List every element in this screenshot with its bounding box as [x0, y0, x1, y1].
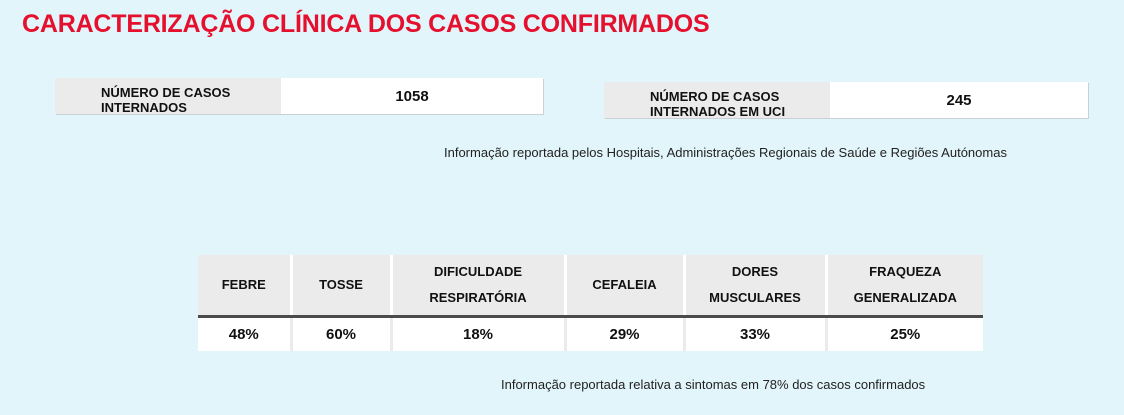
header-muscle-pain: DORES MUSCULARES — [684, 255, 826, 317]
value-breathing-difficulty: 18% — [391, 317, 565, 352]
value-weakness: 25% — [826, 317, 983, 352]
stat-hospitalized-cases — [55, 78, 543, 114]
stat-icu-cases — [604, 82, 1088, 118]
stat-label-line1: NÚMERO DE CASOS — [101, 85, 231, 100]
header-cough: TOSSE — [291, 255, 391, 317]
stat-label-line2: INTERNADOS — [101, 100, 187, 115]
source-note: Informação reportada pelos Hospitais, Administrações Regionais de Saúde e Regiões Autónomas — [444, 145, 1007, 160]
stat-value: 1058 — [281, 78, 543, 114]
value-headache: 29% — [565, 317, 684, 352]
page-title: CARACTERIZAÇÃO CLÍNICA DOS CASOS CONFIRMADOS — [22, 10, 710, 38]
stat-label-line2: INTERNADOS EM UCI — [650, 104, 786, 119]
stat-value: 245 — [830, 82, 1088, 118]
header-breathing-difficulty: DIFICULDADE RESPIRATÓRIA — [391, 255, 565, 317]
stat-label — [604, 82, 830, 118]
header-headache: CEFALEIA — [565, 255, 684, 317]
symptoms-note: Informação reportada relativa a sintomas em 78% dos casos confirmados — [501, 377, 926, 392]
value-cough: 60% — [291, 317, 391, 352]
symptoms-header-row — [198, 255, 983, 317]
value-fever: 48% — [198, 317, 291, 352]
symptoms-table — [198, 255, 983, 351]
symptoms-value-row — [198, 317, 983, 352]
stat-label-line1: NÚMERO DE CASOS — [650, 89, 780, 104]
header-weakness: FRAQUEZA GENERALIZADA — [826, 255, 983, 317]
stat-label — [55, 78, 281, 114]
value-muscle-pain: 33% — [684, 317, 826, 352]
header-fever: FEBRE — [198, 255, 291, 317]
